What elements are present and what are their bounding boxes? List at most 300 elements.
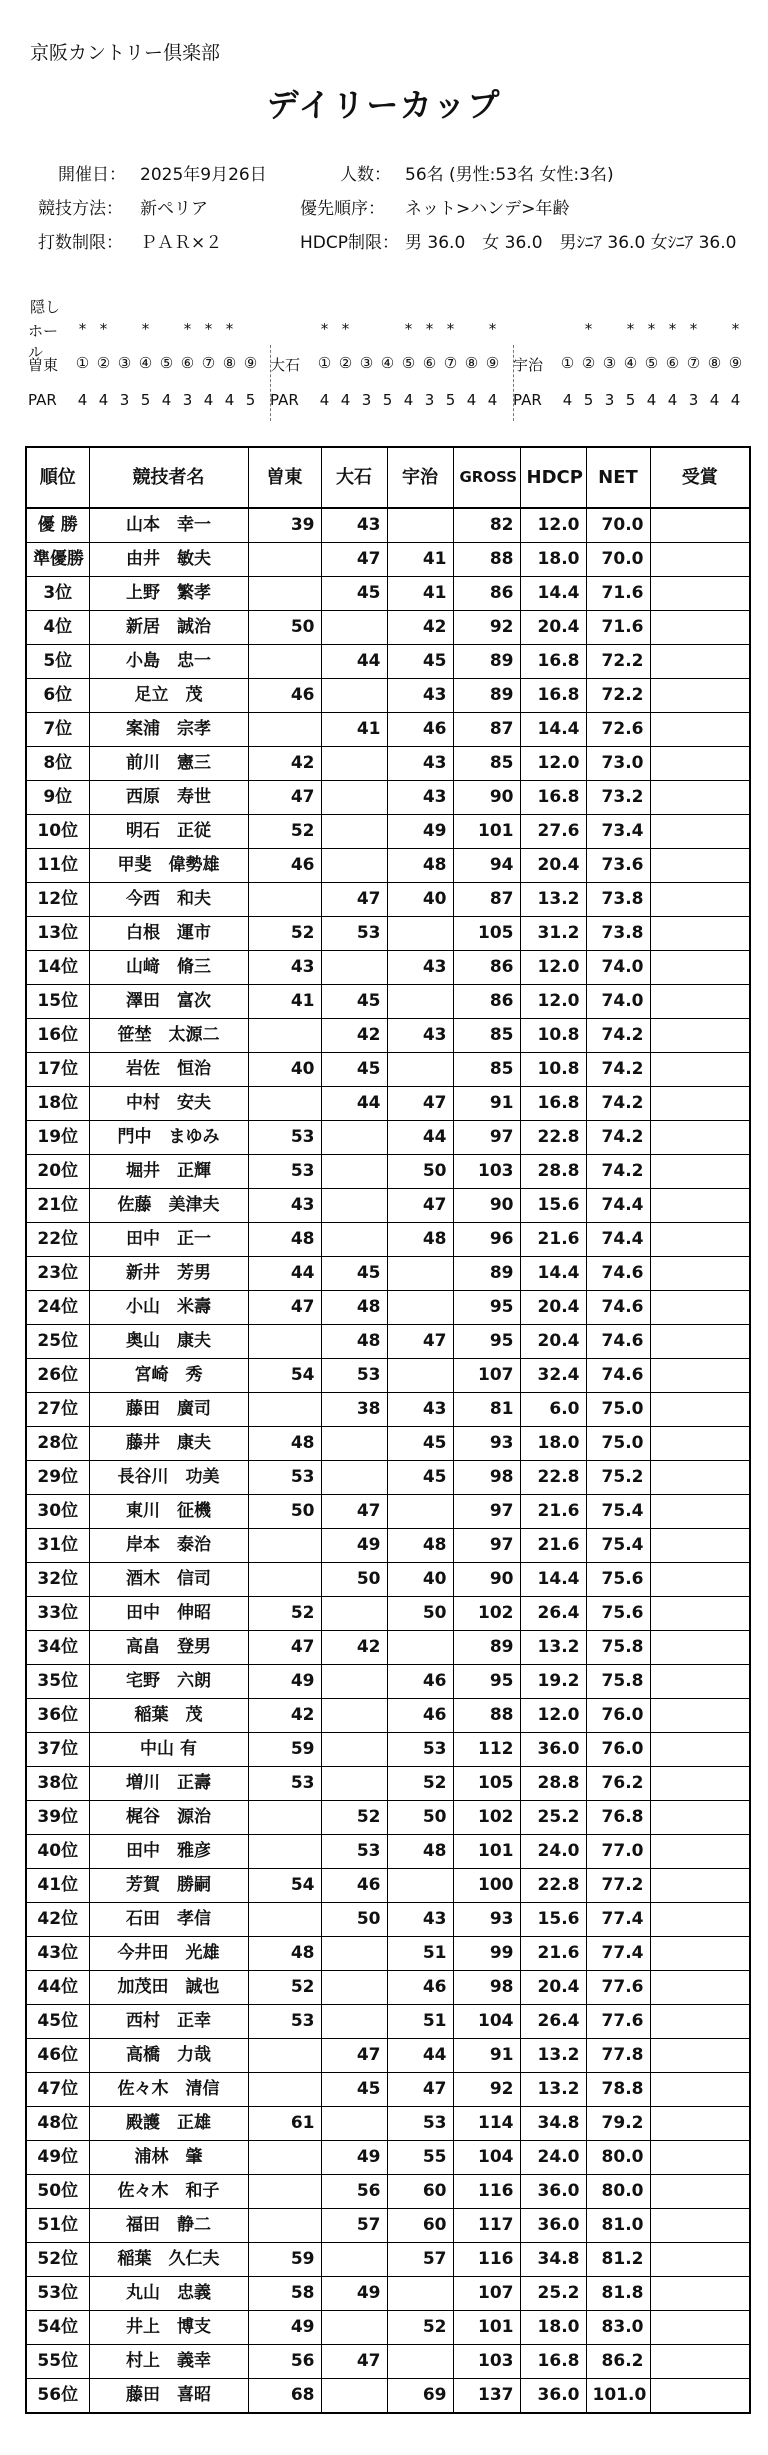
rank-cell: 13位 (26, 917, 89, 951)
hdcp-value: 13.2 (520, 883, 586, 917)
net-score: 81.8 (586, 2277, 650, 2311)
prize-cell (650, 985, 750, 1019)
gross-score: 107 (453, 2277, 520, 2311)
method-label: 競技方法： (38, 199, 123, 219)
hole-number: ⑥ (180, 354, 195, 372)
hdcp-value: 10.8 (520, 1053, 586, 1087)
course-2-score: 43 (321, 508, 387, 543)
net-score: 101.0 (586, 2379, 650, 2414)
net-score: 75.2 (586, 1461, 650, 1495)
course-1-score: 40 (248, 1053, 321, 1087)
net-score: 77.2 (586, 1869, 650, 1903)
prize-cell (650, 1359, 750, 1393)
course-1-score: 48 (248, 1937, 321, 1971)
rank-cell: 4位 (26, 611, 89, 645)
player-name: 佐々木 和子 (89, 2175, 248, 2209)
table-row (26, 1087, 750, 1121)
course-2-score (321, 849, 387, 883)
player-name: 浦林 肇 (89, 2141, 248, 2175)
player-name: 小島 忠一 (89, 645, 248, 679)
rank-cell: 12位 (26, 883, 89, 917)
stroke-limit-label: 打数制限： (38, 233, 123, 253)
stroke-limit-value: ＰＡＲ×２ (140, 233, 223, 253)
net-score: 80.0 (586, 2141, 650, 2175)
course-2-score (321, 2243, 387, 2277)
rank-cell: 3位 (26, 577, 89, 611)
prize-cell (650, 611, 750, 645)
course-3-score (387, 1257, 453, 1291)
prize-cell (650, 1529, 750, 1563)
course-1-score: 54 (248, 1869, 321, 1903)
course-2-score (321, 2005, 387, 2039)
course-1-score (248, 1529, 321, 1563)
hole-number: ⑦ (443, 354, 458, 372)
par-label: PAR (270, 391, 299, 409)
course-3-score: 43 (387, 951, 453, 985)
player-name: 明石 正従 (89, 815, 248, 849)
table-row (26, 1937, 750, 1971)
hole-par: 5 (382, 391, 393, 409)
hdcp-value: 28.8 (520, 1155, 586, 1189)
course-3-score: 53 (387, 1733, 453, 1767)
course-2-score (321, 611, 387, 645)
rank-cell: 6位 (26, 679, 89, 713)
course-3-score (387, 1869, 453, 1903)
hole-par: 4 (562, 391, 573, 409)
hole-number: ④ (380, 354, 395, 372)
gross-score: 94 (453, 849, 520, 883)
course-2-score (321, 1461, 387, 1495)
course-3-score: 43 (387, 781, 453, 815)
net-score: 73.0 (586, 747, 650, 781)
gross-score: 105 (453, 917, 520, 951)
rank-cell: 55位 (26, 2345, 89, 2379)
prize-cell (650, 2175, 750, 2209)
hidden-hole-mark: * (668, 320, 677, 338)
gross-score: 102 (453, 1597, 520, 1631)
course-3-score: 43 (387, 1903, 453, 1937)
course-2-score: 49 (321, 2141, 387, 2175)
course-1-score: 54 (248, 1359, 321, 1393)
course-3-score: 48 (387, 1835, 453, 1869)
header-rank: 順位 (26, 447, 89, 508)
hole-par: 4 (403, 391, 414, 409)
page-title: デイリーカップ (266, 86, 502, 124)
rank-cell: 10位 (26, 815, 89, 849)
gross-score: 91 (453, 2039, 520, 2073)
prize-cell (650, 1563, 750, 1597)
hdcp-value: 34.8 (520, 2243, 586, 2277)
rank-cell: 23位 (26, 1257, 89, 1291)
gross-score: 102 (453, 1801, 520, 1835)
header-prize: 受賞 (650, 447, 750, 508)
gross-score: 97 (453, 1529, 520, 1563)
net-score: 73.2 (586, 781, 650, 815)
rank-cell: 15位 (26, 985, 89, 1019)
course-2-score: 52 (321, 1801, 387, 1835)
gross-score: 91 (453, 1087, 520, 1121)
hole-par: 3 (424, 391, 435, 409)
table-row (26, 713, 750, 747)
gross-score: 98 (453, 1971, 520, 2005)
hdcp-value: 14.4 (520, 713, 586, 747)
net-score: 75.8 (586, 1665, 650, 1699)
net-score: 76.2 (586, 1767, 650, 1801)
course-name: 宇治 (513, 356, 544, 374)
course-1-score (248, 577, 321, 611)
player-name: 西原 寿世 (89, 781, 248, 815)
course-1-score: 42 (248, 1699, 321, 1733)
course-2-score (321, 1733, 387, 1767)
prize-cell (650, 2379, 750, 2414)
hole-par: 3 (119, 391, 130, 409)
table-row (26, 1597, 750, 1631)
course-2-score: 45 (321, 2073, 387, 2107)
hdcp-value: 36.0 (520, 1733, 586, 1767)
course-1-score: 47 (248, 1291, 321, 1325)
course-1-score: 42 (248, 747, 321, 781)
prize-cell (650, 1869, 750, 1903)
table-row (26, 1971, 750, 2005)
course-2-score: 56 (321, 2175, 387, 2209)
course-2-score (321, 1121, 387, 1155)
course-2-score (321, 747, 387, 781)
hole-number: ⑨ (243, 354, 258, 372)
player-name: 由井 敏夫 (89, 543, 248, 577)
net-score: 77.6 (586, 2005, 650, 2039)
hdcp-value: 12.0 (520, 985, 586, 1019)
hidden-label-2: ホール (28, 322, 59, 361)
net-score: 74.4 (586, 1189, 650, 1223)
course-2-score: 44 (321, 1087, 387, 1121)
gross-score: 92 (453, 611, 520, 645)
table-row (26, 1563, 750, 1597)
gross-score: 104 (453, 2005, 520, 2039)
gross-score: 97 (453, 1495, 520, 1529)
course-2-score (321, 1223, 387, 1257)
course-2-score: 57 (321, 2209, 387, 2243)
rank-cell: 47位 (26, 2073, 89, 2107)
prize-cell (650, 1597, 750, 1631)
net-score: 71.6 (586, 577, 650, 611)
table-row (26, 883, 750, 917)
hole-number: ④ (623, 354, 638, 372)
table-row (26, 1359, 750, 1393)
player-name: 新居 誠治 (89, 611, 248, 645)
rank-cell: 22位 (26, 1223, 89, 1257)
prize-cell (650, 883, 750, 917)
header-course-3: 宇治 (387, 447, 453, 508)
hdcp-value: 21.6 (520, 1495, 586, 1529)
course-3-score: 50 (387, 1597, 453, 1631)
prize-cell (650, 2209, 750, 2243)
course-3-score: 43 (387, 1019, 453, 1053)
net-score: 76.0 (586, 1733, 650, 1767)
rank-cell: 46位 (26, 2039, 89, 2073)
course-2-score: 50 (321, 1903, 387, 1937)
hidden-hole-mark: * (183, 320, 192, 338)
course-2-score: 41 (321, 713, 387, 747)
player-name: 石田 孝信 (89, 1903, 248, 1937)
rank-cell: 28位 (26, 1427, 89, 1461)
hdcp-value: 12.0 (520, 747, 586, 781)
table-row (26, 577, 750, 611)
course-2-score (321, 679, 387, 713)
header-gross: GROSS (453, 447, 520, 508)
hidden-hole-mark: * (341, 320, 350, 338)
par-label: PAR (28, 391, 57, 409)
hdcp-value: 10.8 (520, 1019, 586, 1053)
prize-cell (650, 1665, 750, 1699)
course-3-score: 60 (387, 2175, 453, 2209)
prize-cell (650, 951, 750, 985)
course-3-score: 52 (387, 2311, 453, 2345)
table-row (26, 2005, 750, 2039)
table-row (26, 781, 750, 815)
net-score: 77.0 (586, 1835, 650, 1869)
player-name: 酒木 信司 (89, 1563, 248, 1597)
rank-cell: 44位 (26, 1971, 89, 2005)
hole-par: 5 (140, 391, 151, 409)
hole-par: 4 (77, 391, 88, 409)
prize-cell (650, 679, 750, 713)
net-score: 71.6 (586, 611, 650, 645)
net-score: 75.4 (586, 1529, 650, 1563)
hdcp-value: 14.4 (520, 577, 586, 611)
table-header-row (26, 447, 750, 508)
header-course-2: 大石 (321, 447, 387, 508)
table-row (26, 679, 750, 713)
course-2-score: 46 (321, 1869, 387, 1903)
course-3-score: 57 (387, 2243, 453, 2277)
net-score: 73.6 (586, 849, 650, 883)
player-name: 藤田 喜昭 (89, 2379, 248, 2414)
course-1-score (248, 713, 321, 747)
net-score: 75.0 (586, 1393, 650, 1427)
table-row (26, 1121, 750, 1155)
priority-label: 優先順序： (300, 199, 385, 219)
hidden-hole-mark: * (584, 320, 593, 338)
player-name: 新井 芳男 (89, 1257, 248, 1291)
hdcp-value: 20.4 (520, 1971, 586, 2005)
hdcp-value: 24.0 (520, 2141, 586, 2175)
gross-score: 86 (453, 985, 520, 1019)
player-name: 福田 静二 (89, 2209, 248, 2243)
player-name: 田中 伸昭 (89, 1597, 248, 1631)
rank-cell: 54位 (26, 2311, 89, 2345)
gross-score: 116 (453, 2175, 520, 2209)
course-3-score: 43 (387, 1393, 453, 1427)
net-score: 74.0 (586, 985, 650, 1019)
course-1-score (248, 1801, 321, 1835)
player-name: 佐々木 清信 (89, 2073, 248, 2107)
player-name: 今井田 光雄 (89, 1937, 248, 1971)
course-1-score: 49 (248, 2311, 321, 2345)
gross-score: 90 (453, 781, 520, 815)
hole-par: 4 (487, 391, 498, 409)
rank-cell: 37位 (26, 1733, 89, 1767)
prize-cell (650, 2039, 750, 2073)
player-name: 東川 征機 (89, 1495, 248, 1529)
hdcp-value: 16.8 (520, 781, 586, 815)
course-3-score: 41 (387, 577, 453, 611)
course-1-score: 47 (248, 1631, 321, 1665)
gross-score: 101 (453, 2311, 520, 2345)
header-course-1: 曽東 (248, 447, 321, 508)
hole-number: ④ (138, 354, 153, 372)
course-1-score: 53 (248, 2005, 321, 2039)
course-2-score (321, 1767, 387, 1801)
hole-par: 4 (319, 391, 330, 409)
course-2-score: 45 (321, 985, 387, 1019)
course-1-score: 44 (248, 1257, 321, 1291)
rank-cell: 32位 (26, 1563, 89, 1597)
player-name: 上野 繁孝 (89, 577, 248, 611)
net-score: 74.0 (586, 951, 650, 985)
rank-cell: 14位 (26, 951, 89, 985)
table-row (26, 1155, 750, 1189)
gross-score: 95 (453, 1291, 520, 1325)
prize-cell (650, 1189, 750, 1223)
prize-cell (650, 1393, 750, 1427)
course-1-score: 47 (248, 781, 321, 815)
hole-par: 3 (182, 391, 193, 409)
net-score: 86.2 (586, 2345, 650, 2379)
net-score: 74.2 (586, 1019, 650, 1053)
course-1-score: 48 (248, 1427, 321, 1461)
prize-cell (650, 2107, 750, 2141)
hdcp-value: 36.0 (520, 2209, 586, 2243)
hdcp-value: 25.2 (520, 2277, 586, 2311)
gross-score: 117 (453, 2209, 520, 2243)
table-row (26, 1495, 750, 1529)
course-1-score (248, 2141, 321, 2175)
course-2-score (321, 1971, 387, 2005)
rank-cell: 19位 (26, 1121, 89, 1155)
table-row (26, 1223, 750, 1257)
course-2-score: 53 (321, 1359, 387, 1393)
rank-cell: 35位 (26, 1665, 89, 1699)
table-row (26, 508, 750, 543)
course-3-score: 69 (387, 2379, 453, 2414)
hdcp-value: 14.4 (520, 1563, 586, 1597)
hidden-hole-mark: * (204, 320, 213, 338)
course-2-score (321, 781, 387, 815)
course-1-score: 48 (248, 1223, 321, 1257)
hdcp-value: 32.4 (520, 1359, 586, 1393)
hdcp-value: 21.6 (520, 1529, 586, 1563)
net-score: 75.0 (586, 1427, 650, 1461)
table-row (26, 1257, 750, 1291)
player-name: 長谷川 功美 (89, 1461, 248, 1495)
prize-cell (650, 1087, 750, 1121)
course-3-score: 43 (387, 679, 453, 713)
course-3-score: 47 (387, 2073, 453, 2107)
rank-cell: 18位 (26, 1087, 89, 1121)
course-3-score: 43 (387, 747, 453, 781)
course-3-score: 51 (387, 1937, 453, 1971)
hole-number: ⑥ (422, 354, 437, 372)
net-score: 74.6 (586, 1291, 650, 1325)
course-1-score: 58 (248, 2277, 321, 2311)
player-name: 門中 まゆみ (89, 1121, 248, 1155)
course-3-score (387, 985, 453, 1019)
hole-par: 4 (340, 391, 351, 409)
rank-cell: 30位 (26, 1495, 89, 1529)
player-name: 加茂田 誠也 (89, 1971, 248, 2005)
table-row (26, 2175, 750, 2209)
prize-cell (650, 2277, 750, 2311)
gross-score: 103 (453, 2345, 520, 2379)
rank-cell: 20位 (26, 1155, 89, 1189)
course-3-score: 47 (387, 1087, 453, 1121)
course-2-score: 48 (321, 1291, 387, 1325)
hole-number: ⑤ (159, 354, 174, 372)
gross-score: 99 (453, 1937, 520, 1971)
prize-cell (650, 1325, 750, 1359)
course-3-score: 45 (387, 1461, 453, 1495)
rank-cell: 29位 (26, 1461, 89, 1495)
course-2-score: 47 (321, 543, 387, 577)
rank-cell: 52位 (26, 2243, 89, 2277)
prize-cell (650, 1291, 750, 1325)
hole-number: ⑤ (401, 354, 416, 372)
course-1-score (248, 2073, 321, 2107)
course-1-score: 46 (248, 849, 321, 883)
player-name: 宮崎 秀 (89, 1359, 248, 1393)
course-2-score: 50 (321, 1563, 387, 1597)
net-score: 77.6 (586, 1971, 650, 2005)
course-1-score: 59 (248, 2243, 321, 2277)
table-row (26, 1835, 750, 1869)
player-name: 丸山 忠義 (89, 2277, 248, 2311)
table-row (26, 2379, 750, 2414)
rank-cell: 33位 (26, 1597, 89, 1631)
hole-number: ⑤ (644, 354, 659, 372)
course-1-score (248, 883, 321, 917)
hdcp-value: 16.8 (520, 1087, 586, 1121)
table-row (26, 849, 750, 883)
hidden-hole-mark: * (404, 320, 413, 338)
course-2-score: 53 (321, 1835, 387, 1869)
player-name: 村上 義幸 (89, 2345, 248, 2379)
rank-cell: 36位 (26, 1699, 89, 1733)
table-row (26, 645, 750, 679)
gross-score: 89 (453, 1631, 520, 1665)
net-score: 75.8 (586, 1631, 650, 1665)
net-score: 73.8 (586, 883, 650, 917)
hidden-hole-mark: * (647, 320, 656, 338)
rank-cell: 43位 (26, 1937, 89, 1971)
prize-cell (650, 1121, 750, 1155)
gross-score: 112 (453, 1733, 520, 1767)
table-row (26, 1767, 750, 1801)
course-2-score: 42 (321, 1019, 387, 1053)
player-name: 奥山 康夫 (89, 1325, 248, 1359)
course-3-score: 42 (387, 611, 453, 645)
gross-score: 95 (453, 1325, 520, 1359)
net-score: 77.4 (586, 1937, 650, 1971)
course-1-score (248, 1903, 321, 1937)
hdcp-value: 22.8 (520, 1461, 586, 1495)
hdcp-value: 20.4 (520, 849, 586, 883)
gross-score: 85 (453, 1019, 520, 1053)
course-1-score: 46 (248, 679, 321, 713)
table-row (26, 2073, 750, 2107)
hole-number: ⑦ (201, 354, 216, 372)
rank-cell: 56位 (26, 2379, 89, 2414)
gross-score: 85 (453, 747, 520, 781)
